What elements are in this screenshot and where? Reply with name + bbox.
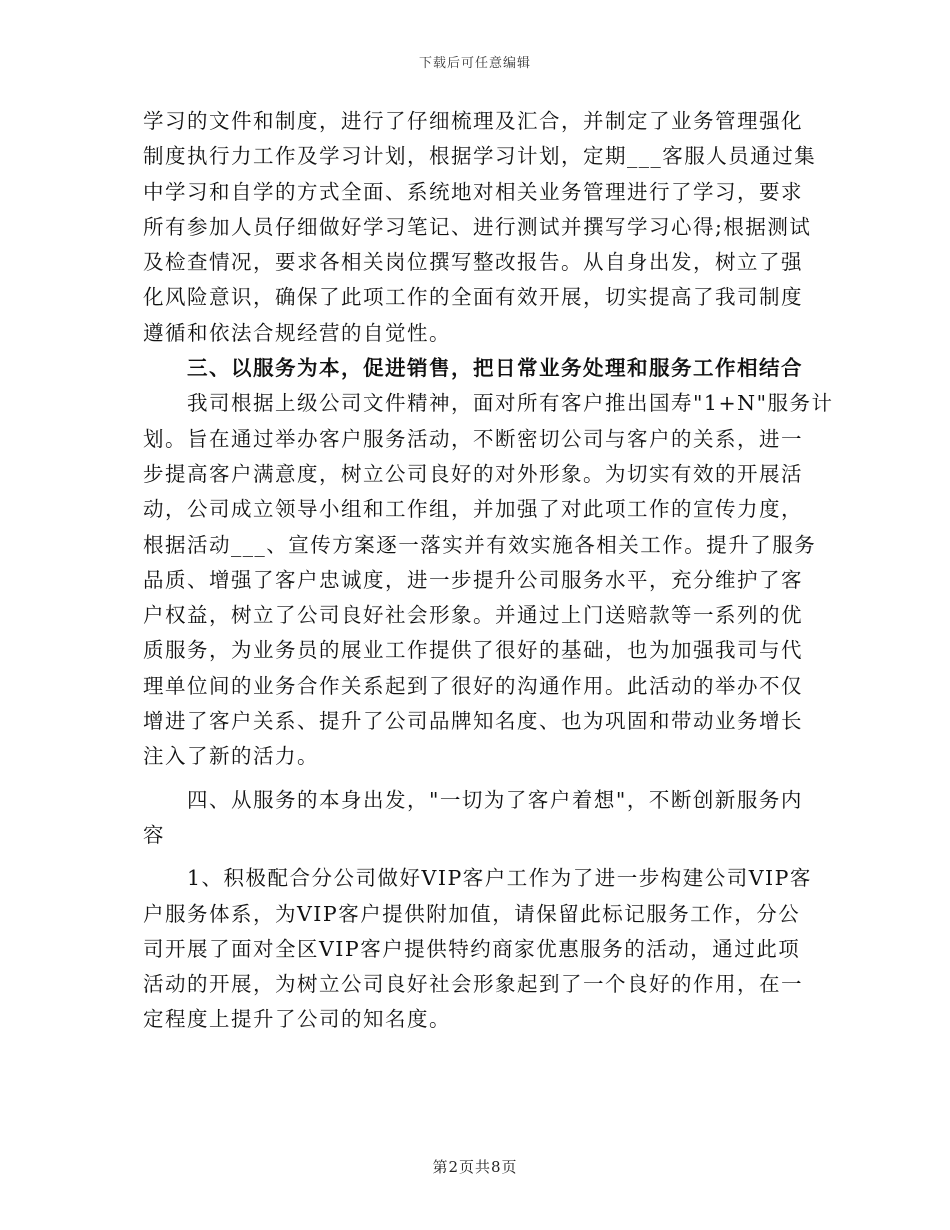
text-line: 所有参加人员仔细做好学习笔记、进行测试并撰写学习心得;根据测试 — [143, 214, 812, 239]
text-line: 中学习和自学的方式全面、系统地对相关业务管理进行了学习，要求 — [143, 179, 803, 204]
text-line: 容 — [143, 822, 165, 847]
text-line: 制度执行力工作及学习计划，根据学习计划，定期___客服人员通过集 — [143, 144, 817, 169]
text-line: 及检查情况，要求各相关岗位撰写整改报告。从自身出发，树立了强 — [143, 250, 803, 275]
paragraph-vip — [143, 861, 812, 1037]
paragraph-service-plan — [143, 386, 834, 774]
text-line: 司开展了面对全区VIP客户提供特约商家优惠服务的活动，通过此项 — [143, 936, 801, 961]
text-line: 化风险意识，确保了此项工作的全面有效开展，切实提高了我司制度 — [143, 285, 803, 310]
paragraph-gap — [143, 853, 803, 861]
text-line: 理单位间的业务合作关系起到了很好的沟通作用。此活动的举办不仅 — [143, 673, 803, 698]
heading-text: 三、以服务为本，促进销售，把日常业务处理和服务工作相结合 — [187, 356, 803, 381]
text-line: 定程度上提升了公司的知名度。 — [143, 1007, 451, 1032]
text-line: 质服务，为业务员的展业工作提供了很好的基础，也为加强我司与代 — [143, 638, 803, 663]
text-line: 品质、增强了客户忠诚度，进一步提升公司服务水平，充分维护了客 — [143, 567, 803, 592]
text-line: 我司根据上级公司文件精神，面对所有客户推出国寿"1+N"服务计 — [187, 391, 834, 416]
paragraph-gap — [143, 775, 803, 783]
paragraph-continuation — [143, 104, 817, 351]
text-line: 户服务体系，为VIP客户提供附加值，请保留此标记服务工作，分公 — [143, 901, 801, 926]
document-body — [143, 104, 834, 1038]
text-line: 增进了客户关系、提升了公司品牌知名度、也为巩固和带动业务增长 — [143, 709, 803, 734]
section-heading — [143, 351, 803, 386]
section-heading-4 — [143, 783, 803, 854]
text-line: 活动的开展，为树立公司良好社会形象起到了一个良好的作用，在一 — [143, 972, 803, 997]
page-number: 第2页共8页 — [432, 1158, 518, 1176]
text-line: 学习的文件和制度，进行了仔细梳理及汇合，并制定了业务管理强化 — [143, 109, 803, 133]
text-line: 遵循和依法合规经营的自觉性。 — [143, 320, 451, 345]
text-line: 根据活动___、宣传方案逐一落实并有效实施各相关工作。提升了服务 — [143, 532, 817, 557]
text-line: 划。旨在通过举办客户服务活动，不断密切公司与客户的关系，进一 — [143, 426, 803, 451]
text-line: 户权益，树立了公司良好社会形象。并通过上门送赔款等一系列的优 — [143, 603, 803, 628]
text-line: 动，公司成立领导小组和工作组，并加强了对此项工作的宣传力度， — [143, 497, 803, 522]
text-line: 1、积极配合分公司做好VIP客户工作为了进一步构建公司VIP客 — [187, 866, 812, 891]
text-line: 注入了新的活力。 — [143, 744, 319, 769]
text-line: 四、从服务的本身出发，"一切为了客户着想"，不断创新服务内 — [187, 787, 803, 812]
text-line: 步提高客户满意度，树立公司良好的对外形象。为切实有效的开展活 — [143, 461, 803, 486]
page-header: 下载后可任意编辑 — [418, 56, 531, 71]
